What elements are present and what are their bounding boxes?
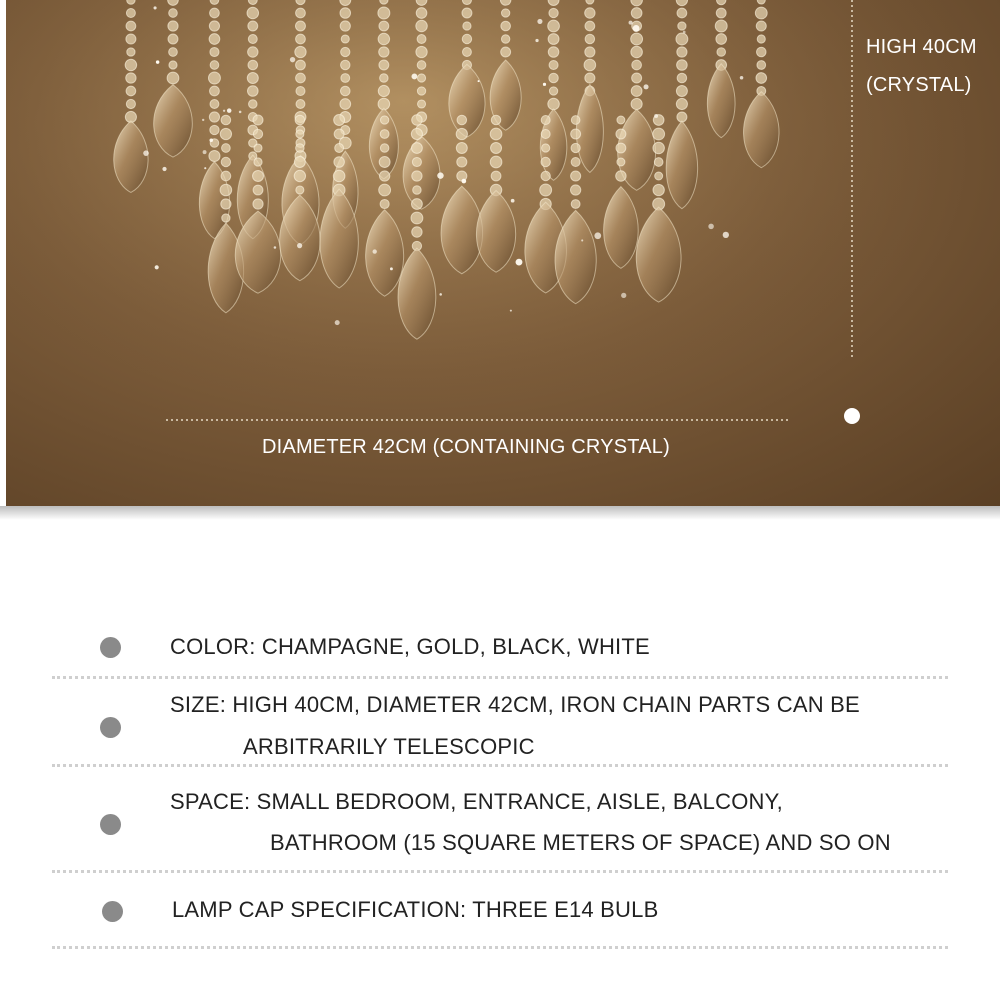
crystal-bead (585, 21, 595, 31)
crystal-bead (631, 33, 643, 45)
crystal-bead (127, 0, 135, 4)
crystal-bead (412, 227, 422, 237)
crystal-bead (501, 47, 511, 57)
sparkle (373, 249, 377, 253)
crystal-bead (616, 171, 626, 181)
height-label-line1: HIGH 40CM (866, 36, 977, 58)
crystal-bead (549, 87, 557, 95)
crystal-bead (586, 0, 594, 4)
crystal-bead (585, 47, 595, 57)
crystal-bead (209, 21, 219, 31)
sparkle (390, 267, 393, 270)
crystal-bead (585, 8, 595, 18)
crystal-bead (248, 60, 258, 70)
crystal-bead (341, 74, 350, 83)
crystal-bead (126, 9, 135, 18)
crystal-bead (334, 129, 344, 139)
crystal-bead (126, 21, 136, 31)
crystal-bead (253, 115, 263, 125)
crystal-bead (296, 100, 305, 109)
crystal-bead (631, 46, 643, 58)
crystal-bead (208, 72, 220, 84)
crystal-bead (210, 125, 219, 134)
crystal-bead (253, 129, 262, 138)
crystal-bead (296, 186, 304, 194)
crystal-bead (571, 129, 581, 139)
crystal-bead (379, 47, 389, 57)
crystal-bead (676, 33, 688, 45)
crystal-bead (677, 8, 687, 18)
crystal-bead (491, 142, 502, 153)
crystal-bead (571, 200, 580, 209)
sparkle (223, 110, 225, 112)
crystal-bead (221, 171, 231, 181)
crystal-bead (548, 20, 560, 32)
sparkle (239, 111, 242, 114)
crystal-bead (632, 60, 642, 70)
crystal-bead (220, 184, 232, 196)
separator (52, 676, 948, 679)
crystal-bead (411, 143, 422, 154)
crystal-bead (126, 73, 136, 83)
crystal-bead (490, 128, 502, 140)
crystal-bead (677, 47, 687, 57)
bullet-icon (102, 901, 123, 922)
crystal-bead (617, 116, 625, 124)
sparkle (543, 83, 546, 86)
crystal-bead (462, 8, 472, 18)
crystal-bead (548, 47, 559, 58)
crystal-bead (380, 199, 389, 208)
crystal-bead (457, 157, 467, 167)
crystal-bead (296, 0, 305, 5)
crystal-bead (334, 115, 345, 126)
crystal-bead (463, 22, 471, 30)
crystal-bead (416, 46, 427, 57)
crystal-bead (254, 144, 262, 152)
crystal-bead (334, 157, 345, 168)
crystal-bead (715, 20, 727, 32)
crystal-bead (412, 171, 422, 181)
crystal-bead (126, 34, 136, 44)
crystal-bead (462, 34, 471, 43)
bullet-icon (100, 637, 121, 658)
crystal-bead (616, 129, 626, 139)
sparkle (154, 6, 157, 9)
crystal-bead (677, 73, 687, 83)
sparkle (594, 232, 601, 239)
sparkle (654, 114, 658, 118)
crystal-bead (253, 199, 263, 209)
spec-space-line2: BATHROOM (15 SQUARE METERS OF SPACE) AND SO ON (270, 830, 891, 855)
crystal-bead (294, 170, 305, 181)
crystal-bead (379, 21, 389, 31)
crystal-bead (548, 34, 559, 45)
crystal-bead (717, 48, 726, 57)
crystal-bead (253, 171, 264, 182)
crystal-bead (411, 212, 423, 224)
crystal-bead (248, 0, 257, 4)
crystal-bead (417, 87, 425, 95)
crystal-bead (247, 7, 259, 19)
crystal-bead (462, 0, 471, 5)
crystal-bead (168, 34, 178, 44)
sparkle (723, 232, 729, 238)
crystal-bead (340, 99, 351, 110)
crystal-bead (411, 199, 422, 210)
crystal-bead (541, 157, 550, 166)
crystal-bead (379, 60, 389, 70)
spec-color: COLOR: CHAMPAGNE, GOLD, BLACK, WHITE (170, 634, 650, 659)
crystal-bead (169, 48, 178, 57)
crystal-bead (248, 35, 257, 44)
crystal-bead (417, 35, 426, 44)
crystal-bead (655, 172, 663, 180)
crystal-bead (676, 85, 687, 96)
crystal-bead (456, 128, 467, 139)
spec-size-line2: ARBITRARILY TELESCOPIC (243, 734, 535, 759)
crystal-bead (341, 47, 350, 56)
crystal-bead (501, 35, 509, 43)
crystal-bead (676, 98, 687, 109)
crystal-bead (716, 34, 727, 45)
crystal-bead (491, 171, 501, 181)
crystal-bead (169, 9, 178, 18)
crystal-bead (296, 34, 306, 44)
crystal-bead (340, 86, 350, 96)
sparkle (478, 80, 480, 82)
sparkle (335, 320, 340, 325)
crystal-bead (380, 130, 389, 139)
crystal-bead (210, 100, 219, 109)
crystal-bead (210, 86, 220, 96)
crystal-bead (757, 61, 766, 70)
crystal-bead (126, 99, 135, 108)
crystal-bead (380, 144, 389, 153)
crystal-bead (585, 34, 595, 44)
photo-shadow (0, 506, 1000, 520)
crystal-bead (678, 22, 686, 30)
crystal-bead (340, 8, 351, 19)
crystal-bead (341, 60, 350, 69)
sparkle (297, 243, 302, 248)
sparkle (740, 76, 744, 80)
crystal-bead (247, 72, 258, 83)
crystal-bead (378, 7, 390, 19)
sparkle (629, 21, 633, 25)
crystal-bead (253, 185, 263, 195)
crystal-bead (653, 142, 664, 153)
crystal-bead (756, 73, 767, 84)
spec-size-line1: SIZE: HIGH 40CM, DIAMETER 42CM, IRON CHAIN PARTS CAN BE (170, 692, 860, 717)
crystal-bead (209, 150, 220, 161)
sparkle (683, 31, 686, 34)
crystal-bead (222, 144, 231, 153)
crystal-bead (632, 73, 642, 83)
sparkle (203, 150, 207, 154)
sparkle (274, 246, 277, 249)
height-label-line2: (CRYSTAL) (866, 74, 972, 96)
crystal-bead (654, 158, 663, 167)
crystal-bead (341, 35, 349, 43)
sparkle (439, 293, 442, 296)
sparkle (290, 57, 295, 62)
product-photo (6, 0, 1000, 506)
crystal-bead (295, 46, 306, 57)
sparkle (143, 150, 149, 156)
crystal-bead (571, 143, 580, 152)
crystal-bead (540, 184, 552, 196)
sparkle (621, 293, 626, 298)
sparkle (537, 19, 542, 24)
crystal-bead (210, 8, 220, 18)
crystal-bead (462, 48, 471, 57)
separator (52, 870, 948, 873)
crystal-bead (220, 128, 231, 139)
crystal-bead (491, 115, 501, 125)
crystal-bead (501, 21, 511, 31)
crystal-bead (295, 115, 305, 125)
separator (52, 946, 948, 949)
spec-space-line1: SPACE: SMALL BEDROOM, ENTRANCE, AISLE, BALCONY, (170, 789, 783, 814)
crystal-bead (222, 214, 230, 222)
sparkle (511, 199, 515, 203)
crystal-bead (412, 115, 422, 125)
sparkle (708, 224, 714, 230)
crystal-bead (210, 0, 219, 4)
crystal-bead (653, 128, 665, 140)
crystal-bead (755, 7, 767, 19)
crystal-bead (294, 157, 305, 168)
crystal-bead (411, 128, 422, 139)
sparkle (581, 239, 583, 241)
bullet-icon (100, 717, 121, 738)
sparkle (462, 179, 467, 184)
crystal-bead (221, 199, 231, 209)
crystal-bead (456, 143, 467, 154)
crystal-bead (379, 184, 391, 196)
sparkle (633, 25, 640, 32)
crystal-bead (571, 171, 581, 181)
crystal-bead (335, 144, 344, 153)
crystal-bead (457, 115, 467, 125)
crystal-bead (209, 34, 220, 45)
crystal-bead (127, 48, 135, 56)
crystal-bead (296, 73, 306, 83)
crystal-bead (296, 60, 306, 70)
crystal-bead (378, 33, 389, 44)
crystal-bead (210, 47, 219, 56)
crystal-bead (249, 100, 258, 109)
crystal-bead (541, 130, 550, 139)
sparkle (156, 60, 159, 63)
crystal-bead (125, 59, 137, 71)
crystal-bead (247, 86, 258, 97)
crystal-bead (126, 86, 136, 96)
crystal-bead (677, 60, 688, 71)
crystal-bead (416, 20, 427, 31)
crystal-bead (378, 85, 389, 96)
crystal-bead (380, 74, 389, 83)
sparkle (516, 259, 523, 266)
chandelier-crystals-graphic (6, 0, 1000, 506)
crystal-bead (169, 61, 177, 69)
crystal-bead (413, 186, 422, 195)
crystal-bead (296, 144, 305, 153)
crystal-bead (616, 143, 626, 153)
crystal-bead (248, 21, 258, 31)
crystal-bead (756, 47, 766, 57)
crystal-bead (490, 156, 502, 168)
crystal-bead (296, 86, 305, 95)
crystal-bead (379, 171, 389, 181)
crystal-bead (548, 98, 560, 110)
crystal-bead (380, 0, 388, 4)
crystal-bead (296, 8, 306, 18)
crystal-bead (221, 157, 230, 166)
crystal-bead (416, 8, 427, 19)
sparkle (510, 310, 512, 312)
crystal-bead (716, 0, 725, 5)
crystal-bead (549, 73, 558, 82)
crystal-bead (541, 171, 550, 180)
crystal-bead (653, 184, 664, 195)
crystal-bead (757, 0, 765, 4)
crystal-bead (412, 157, 421, 166)
crystal-bead (209, 112, 219, 122)
crystal-bead (631, 8, 642, 19)
crystal-bead (340, 21, 350, 31)
crystal-bead (380, 116, 388, 124)
sparkle (209, 138, 213, 142)
crystal-bead (571, 116, 580, 125)
crystal-bead (167, 72, 179, 84)
crystal-bead (168, 21, 178, 31)
crystal-bead (417, 61, 426, 70)
crystal-bead (756, 21, 766, 31)
sparkle (411, 74, 417, 80)
crystal-bead (541, 116, 550, 125)
crystal-bead (296, 130, 304, 138)
crystal-bead (570, 185, 580, 195)
sparkle (644, 84, 649, 89)
crystal-bead (549, 8, 558, 17)
crystal-bead (295, 21, 305, 31)
sparkle (202, 119, 204, 121)
crystal-bead (333, 170, 345, 182)
spec-lamp-cap: LAMP CAP SPECIFICATION: THREE E14 BULB (172, 897, 659, 922)
diameter-label: DIAMETER 42CM (CONTAINING CRYSTAL) (262, 436, 670, 458)
sparkle (204, 167, 206, 169)
crystal-bead (617, 158, 625, 166)
crystal-bead (221, 115, 231, 125)
crystal-bead (585, 73, 595, 83)
crystal-bead (248, 47, 258, 57)
sparkle (155, 265, 159, 269)
crystal-bead (379, 157, 390, 168)
crystal-bead (549, 60, 558, 69)
crystal-bead (418, 100, 426, 108)
sparkle (535, 39, 538, 42)
crystal-bead (210, 61, 219, 70)
crystal-bead (757, 35, 765, 43)
sparkle (437, 172, 443, 178)
crystal-bead (584, 59, 596, 71)
dimension-dot-marker (844, 408, 860, 424)
bullet-icon (100, 814, 121, 835)
crystal-bead (542, 144, 550, 152)
crystal-bead (501, 9, 509, 17)
sparkle (227, 108, 232, 113)
crystal-bead (571, 158, 580, 167)
separator (52, 764, 948, 767)
crystal-bead (631, 98, 642, 109)
crystal-bead (417, 74, 425, 82)
crystal-bead (254, 158, 262, 166)
crystal-bead (716, 8, 726, 18)
crystal-bead (631, 86, 642, 97)
sparkle (162, 167, 166, 171)
